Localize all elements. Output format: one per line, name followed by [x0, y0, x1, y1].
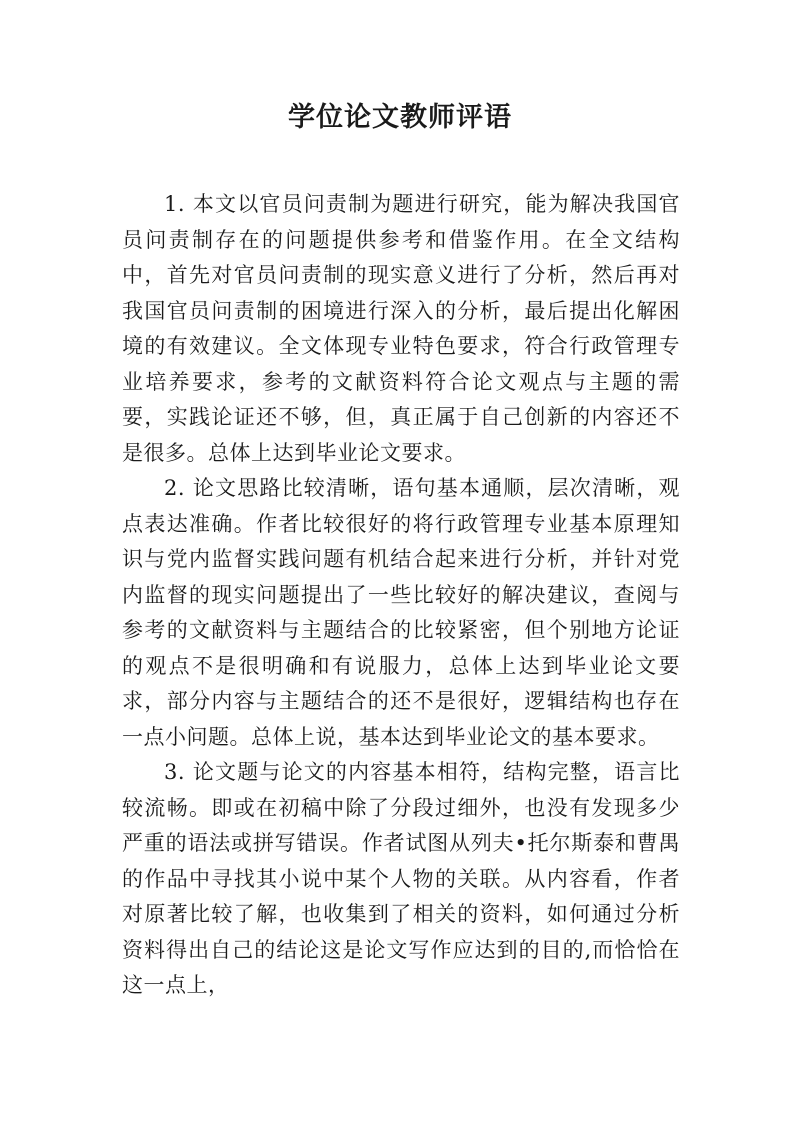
- paragraph-3: 3. 论文题与论文的内容基本相符，结构完整，语言比较流畅。即或在初稿中除了分段过细外，也没有发现多少严重的语法或拼写错误。作者试图从列夫•托尔斯泰和曹禺的作品中寻找其小说中某个人物的关联。从内容看，作者对原著比较了解，也收集到了相关的资料，如何通过分析资料得出自己的结论这是论文写作应达到的目的,而恰恰在这一点上，: [122, 760, 680, 997]
- document-title: 学位论文教师评语: [288, 102, 512, 133]
- paragraph-1: 1. 本文以官员问责制为题进行研究，能为解决我国官员问责制存在的问题提供参考和借鉴作用。在全文结构中，首先对官员问责制的现实意义进行了分析，然后再对我国官员问责制的困境进行深入的分析，最后提出化解困境的有效建议。全文体现专业特色要求，符合行政管理专业培养要求，参考的文献资料符合论文观点与主题的需要，实践论证还不够，但，真正属于自己创新的内容还不是很多。总体上达到毕业论文要求。: [122, 192, 680, 465]
- paragraph-2: 2. 论文思路比较清晰，语句基本通顺，层次清晰，观点表达准确。作者比较很好的将行政管理专业基本原理知识与党内监督实践问题有机结合起来进行分析，并针对党内监督的现实问题提出了一些比较好的解决建议，查阅与参考的文献资料与主题结合的比较紧密，但个别地方论证的观点不是很明确和有说服力，总体上达到毕业论文要求，部分内容与主题结合的还不是很好，逻辑结构也存在一点小问题。总体上说，基本达到毕业论文的基本要求。: [122, 476, 680, 749]
- document-body: [122, 187, 680, 1004]
